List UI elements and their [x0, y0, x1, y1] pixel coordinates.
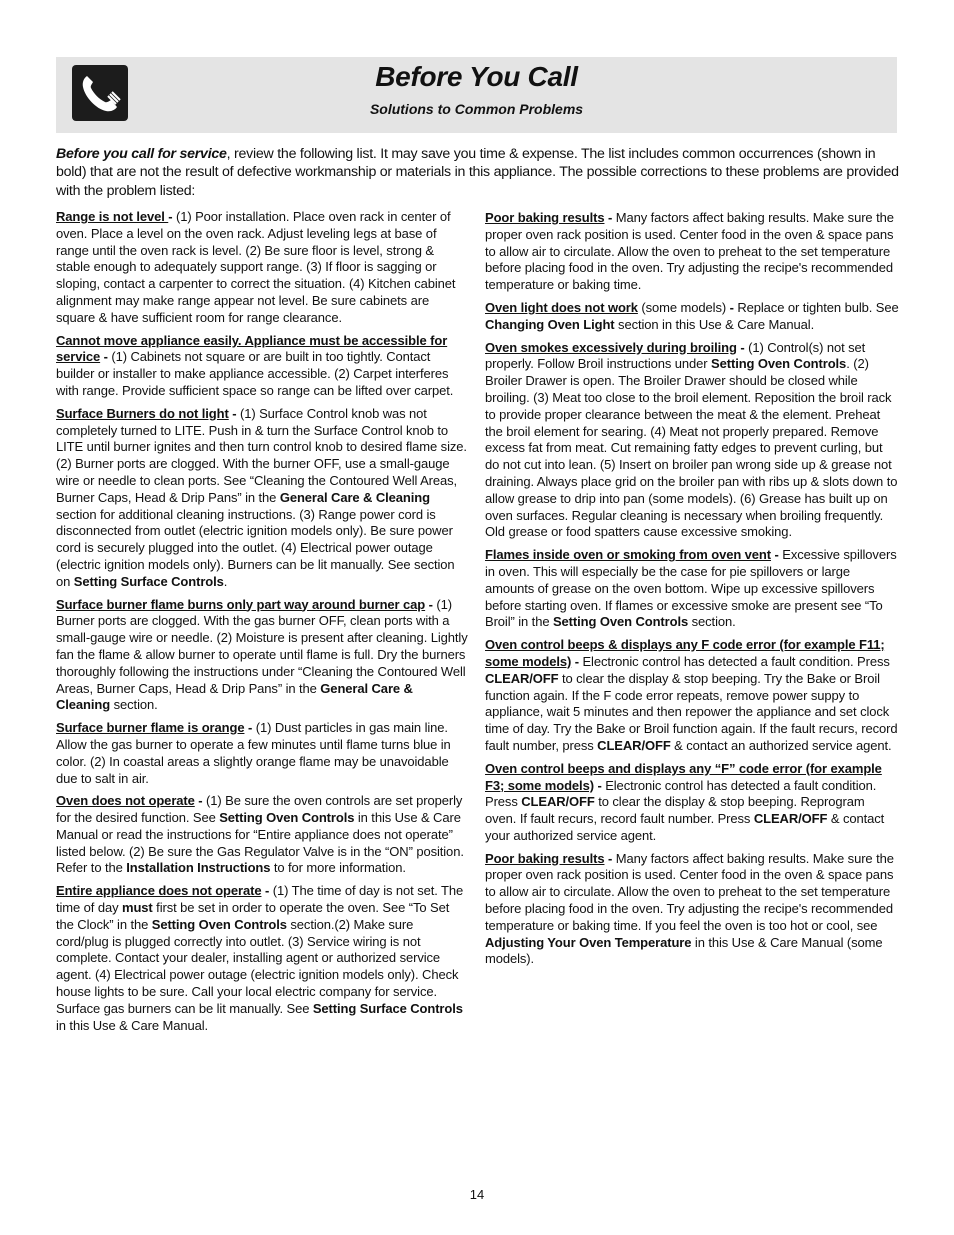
problem-heading: Oven control beeps and displays any “F” code error (for example F3; some models) — [485, 760, 882, 793]
emphasis-text: - — [729, 299, 734, 315]
problem-entry — [485, 851, 899, 969]
solution-text: Many factors affect baking results. Make sure the proper oven rack position is used. Center food in the oven & space pans to allow air to circulate. Allow the oven to preheat to the set temperature before placing food in the oven. Try adjusting the recipe's recommended temperature or baking time. — [485, 210, 894, 293]
problem-heading: Cannot move appliance easily. Appliance must be accessible for service — [56, 332, 448, 365]
emphasis-text: CLEAR/OFF — [753, 811, 828, 827]
emphasis-text: Setting Surface Controls — [312, 1000, 463, 1016]
problem-heading: Oven smokes excessively during broiling — [485, 339, 737, 355]
emphasis-text: must — [122, 900, 153, 916]
page-subtitle: Solutions to Common Problems — [369, 101, 584, 117]
problem-separator: - — [194, 793, 207, 809]
solution-text: to clear the display & stop beeping. Reprogram oven. If fault recurs, record fault number. Press — [485, 794, 865, 827]
solution-text: (1) Be sure the oven controls are set properly for the desired function. See — [56, 793, 463, 826]
problem-heading: Surface burner flame burns only part way around burner cap — [56, 596, 426, 612]
problem-separator: - — [604, 210, 616, 225]
emphasis-text: General Care & Cleaning — [279, 489, 430, 505]
problem-separator: - — [425, 596, 437, 612]
solution-text: section. — [110, 697, 158, 713]
problem-heading: Range is not level — [56, 209, 169, 224]
solution-text: (1) Control(s) not set properly. Follow Broil instructions under — [485, 339, 866, 372]
emphasis-text: Setting Oven Controls — [151, 916, 287, 932]
solution-text: & contact an authorized service agent. — [670, 737, 892, 753]
emphasis-text: Setting Oven Controls — [552, 614, 689, 630]
problem-heading: Poor baking results — [485, 850, 605, 866]
problem-entry — [485, 210, 899, 294]
solution-text: Electronic control has detected a fault condition. Press — [485, 777, 877, 810]
problem-entry — [485, 761, 899, 845]
problem-separator: - — [571, 653, 583, 669]
solution-text: (1) Burner ports are clogged. With the gas burner OFF, clean ports with a small-gauge wire or needle. (2) Moisture is present after cleaning. Lightly fan the flame & allow burner to operate until flame is full. Dry the burners thoroughly following the instructions under “Cleaning the Contoured Well Areas, Burner Caps, Head & Drip Pans” in the — [56, 596, 468, 696]
page-number: 14 — [469, 1187, 485, 1202]
solution-text: (1) Dust particles in gas main line. Allow the gas burner to operate a few minutes until flame turns blue in color. (2) In coastal areas a slightly orange flame may be unavoidable due to salt in air. — [56, 720, 451, 786]
emphasis-text: Installation Instructions — [126, 860, 271, 876]
solution-text: section in this Use & Care Manual. — [614, 316, 815, 332]
solution-text: (1) Cabinets not square or are built in too tightly. Contact builder or installer to make appliance accessible. (2) Carpet interferes with range. Provide sufficient space so range can be lifted over carpet. — [56, 349, 454, 398]
solution-text: Excessive spillovers in oven. This will especially be the case for pie spillovers or large amounts of grease on the oven bottom. Wipe up excessive spillovers before starting oven. If flames or excessive smoke are present see “To Broil” in the — [485, 547, 897, 630]
intro-paragraph — [56, 145, 900, 200]
solution-text: section. — [688, 614, 736, 630]
solution-text: in this Use & Care Manual or read the instructions for “Entire appliance does not operate” listed below. (2) Be sure the Gas Regulator Valve is in the “ON” position. Refer to the — [56, 810, 464, 876]
solution-text: (1) Surface Control knob was not completely turned to LITE. Push in & turn the Surface Control knob to LITE until burner ignites and then turn control knob to desired flame size. (2) Burner ports are clogged. With the burner OFF, use a small-gauge wire or needle to clean ports. See “Cleaning the Contoured Well Areas, Burner Caps, Head & Drip Pans” in the — [56, 405, 467, 505]
problem-separator: - — [771, 547, 783, 563]
problem-separator: - — [261, 883, 273, 899]
problem-heading: Oven does not operate — [56, 793, 195, 809]
solution-text: to for more information. — [270, 860, 406, 876]
problem-separator: - — [168, 209, 176, 224]
emphasis-text: Setting Surface Controls — [73, 573, 224, 589]
intro-text: , review the following list. It may save you time & expense. The list includes common occurrences (shown in bold) that are not the result of defective workmanship or materials in this appliance. The possible corrections to these problems are provided with the problem listed: — [56, 146, 899, 199]
problem-entry — [56, 597, 468, 715]
solution-text: in this Use & Care Manual. — [56, 1017, 209, 1033]
problem-entry — [485, 637, 899, 755]
emphasis-text: Setting Oven Controls — [219, 810, 355, 826]
intro-lead: Before you call for service — [56, 146, 227, 162]
problem-entry — [485, 340, 899, 542]
emphasis-text: General Care & Cleaning — [56, 680, 413, 713]
page-title: Before You Call — [375, 61, 578, 92]
problem-separator: - — [244, 720, 256, 736]
right-column — [485, 210, 899, 974]
emphasis-text: CLEAR/OFF — [485, 670, 559, 686]
problem-entry — [56, 883, 468, 1034]
problem-entry — [485, 300, 899, 334]
solution-text: in this Use & Care Manual (some models). — [485, 934, 883, 967]
problem-heading: Poor baking results — [485, 210, 605, 225]
emphasis-text: Changing Oven Light — [485, 316, 615, 332]
problem-separator: - — [100, 349, 112, 365]
problem-entry — [56, 333, 468, 400]
problem-entry — [56, 720, 468, 787]
solution-text: (some models) — [641, 299, 730, 315]
solution-text: first be set in order to operate the oven. See “To Set the Clock” in the — [56, 900, 450, 932]
left-column — [56, 209, 468, 1040]
problem-heading: Flames inside oven or smoking from oven vent — [485, 547, 772, 563]
problem-entry — [56, 793, 468, 877]
problem-separator: - — [604, 850, 616, 866]
problem-heading: Surface burner flame is orange — [56, 720, 245, 736]
solution-text: . (2) Broiler Drawer is open. The Broiler Drawer should be closed while broiling. (3) Meat too close to the broil element. Reposition the broil rack to provide proper clearance between the meat & the element. Preheat the broil element for searing. (4) Meat not properly prepared. Remove excess fat from meat. Cut remaining fatty edges to prevent curling, but do not cut into lean. (5) Insert on broiler pan wrong side up & grease not draining. Always place grid on the broiler pan with ribs up & slots down to allow grease to drip into pan (some models). (6) Grease has built up on oven surfaces. Regular cleaning is necessary when broiling frequently. Old grease or food spatters cause excessive smoking. — [485, 356, 898, 540]
problem-entry — [56, 406, 468, 591]
emphasis-text: CLEAR/OFF — [521, 794, 595, 810]
emphasis-text: CLEAR/OFF — [597, 737, 671, 753]
page-header — [56, 57, 897, 133]
solution-text: section.(2) Make sure cord/plug is plugged correctly into outlet. (3) Service wiring is not complete. Contact your dealer, installing agent or authorized service agent. (4) Electrical power outage (electric ignition models only). Check house lights to be sure. Call your local electric company for service. Surface gas burners can be lit manually. See — [56, 916, 459, 1016]
solution-text: Many factors affect baking results. Make sure the proper oven rack position is used. Center food in the oven & space pans to allow air to circulate. Allow the oven to preheat to the set temperature before placing food in the oven. Try adjusting the recipe's recommended temperature or baking time. If you feel the oven is too hot or cool, see — [485, 850, 894, 933]
problem-separator: - — [593, 777, 606, 793]
emphasis-text: Adjusting Your Oven Temperature — [485, 934, 692, 950]
problem-heading: Surface Burners do not light — [56, 405, 229, 421]
solution-text: (1) Poor installation. Place oven rack in center of oven. Place a level on the oven rack. Adjust leveling legs at base of range until the oven rack is level. (2) Be sure floor is level, strong & stable enough to adequately support range. (3) If floor is sagging or sloping, contact a carpenter to correct the situation. (4) Kitchen cabinet alignment may make range appear not level. Be sure cabinets are square & have sufficient room for range clearance. — [56, 209, 456, 325]
problem-heading: Entire appliance does not operate — [56, 883, 262, 899]
solution-text: & contact your authorized service agent. — [485, 811, 885, 843]
problem-separator: - — [736, 339, 749, 355]
problem-entry — [56, 209, 468, 327]
problem-separator: - — [228, 405, 240, 421]
solution-text: section for additional cleaning instructions. (3) Range power cord is disconnected from outlet (electric ignition models only). Be sure power cord is securely plugged into the outlet. (4) Electrical power outage (electric ignition models only). Burners can be lit manually. See section on — [56, 506, 455, 589]
solution-text: Replace or tighten bulb. See — [733, 299, 899, 315]
solution-text: (1) The time of day is not set. The time of day — [56, 883, 464, 916]
solution-text: Electronic control has detected a fault condition. Press — [582, 653, 890, 669]
problem-entry — [485, 547, 899, 631]
solution-text: to clear the display & stop beeping. Try the Bake or Broil function again. If the F code error repeats, remove power suppy to appliance, wait 5 minutes and then repower the appliance and set clock time of day. Try the Bake or Broil function again. If the fault recurs, record fault number, press — [485, 670, 898, 753]
problem-heading: Oven light does not work — [485, 299, 638, 315]
emphasis-text: Setting Oven Controls — [711, 356, 847, 372]
problem-heading: Oven control beeps & displays any F code error (for example F11; some models) — [485, 637, 885, 669]
solution-text: . — [223, 573, 228, 589]
